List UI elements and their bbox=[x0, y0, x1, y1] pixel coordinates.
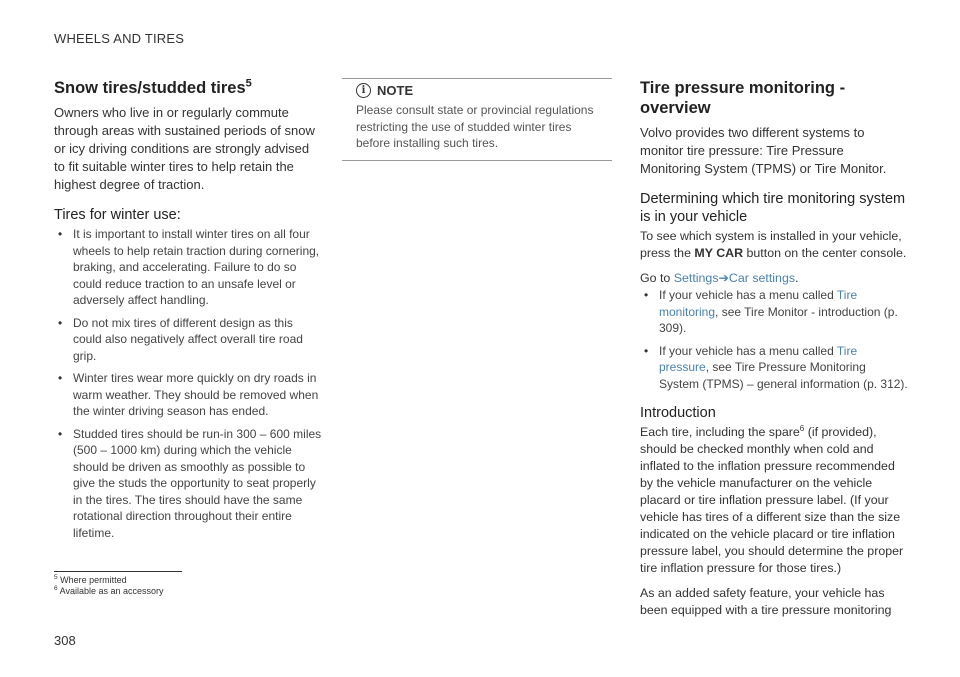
section-title-snow-tires: Snow tires/studded tires$^5$ bbox=[54, 77, 252, 97]
subhead-determining: Determining which tire monitoring system is in your vehicle bbox=[640, 191, 906, 225]
page-number: 308 bbox=[54, 633, 76, 648]
footnote-5: $^5$ Where permitted bbox=[54, 574, 127, 585]
note-label: NOTE bbox=[377, 83, 414, 98]
tpms-intro: Volvo provides two different systems to monitor tire pressure: Tire Pressure Monitoring System (TPMS) or Tire Monitor. bbox=[640, 125, 887, 176]
list-item: • If your vehicle has a menu called Tire monitoring, see Tire Monitor - introduction (p. 309). bbox=[640, 287, 908, 337]
subhead-introduction: Introduction bbox=[640, 405, 716, 421]
goto-path: Go to Settings➔Car settings. bbox=[640, 271, 799, 285]
arrow-right-icon: ➔ bbox=[718, 271, 729, 285]
safety-paragraph: As an added safety feature, your vehicle has been equipped with a tire pressure monitoring bbox=[640, 586, 892, 617]
menu-car-settings: Car settings bbox=[728, 271, 796, 285]
link-tire-monitor-intro[interactable]: , see Tire Monitor - introduction (p. 309). bbox=[659, 304, 898, 335]
column-tpms bbox=[640, 78, 908, 619]
link-tpms-info[interactable]: , see Tire Pressure Monitoring System (TPMS) – general information (p. 312). bbox=[659, 360, 908, 391]
menu-tire-pressure: Tire pressure bbox=[659, 343, 858, 374]
my-car-instruction: To see which system is installed in your vehicle, press the MY CAR button on the center console. bbox=[640, 229, 907, 260]
note-text: Please consult state or provincial regulations restricting the use of studded winter tires before installing such tires. bbox=[356, 103, 594, 150]
menu-check-list bbox=[640, 287, 908, 392]
intro-paragraph: Each tire, including the spare$^6$ (if provided), should be checked monthly when cold and inflated to the inflation pressure recommended by the vehicle manufacturer on the vehicle placard or tire inflation pressure label. (If your vehicle has tires of a different size than the size indicated on the vehicle placard or tire inflation pressure label, you should determine the proper tire inflation pressure for those tires.) bbox=[640, 423, 904, 575]
snow-tires-intro: Owners who live in or regularly commute through areas with sustained periods of snow or icy driving conditions are strongly advised to fit suitable winter tires to help retain the highest degree of traction. bbox=[54, 105, 315, 192]
list-item: • Do not mix tires of different design as this could also negatively affect overall tire road grip. bbox=[54, 315, 322, 365]
info-icon: i bbox=[356, 83, 371, 98]
list-item: • It is important to install winter tires on all four wheels to help retain traction during cornering, braking, and accelerating. Failure to do so could reduce traction to an unsafe level or adversely affect handling. bbox=[54, 226, 322, 309]
list-item: • If your vehicle has a menu called Tire pressure, see Tire Pressure Monitoring System (TPMS) – general information (p. 312). bbox=[640, 343, 908, 393]
note-box bbox=[342, 78, 612, 161]
footnote-ref-5[interactable]: 5 bbox=[245, 77, 252, 90]
note-header bbox=[356, 83, 598, 98]
subhead-winter-use: Tires for winter use: bbox=[54, 207, 181, 223]
menu-settings: Settings bbox=[673, 271, 719, 285]
section-title-tpms: Tire pressure monitoring - overview bbox=[640, 79, 846, 117]
winter-tips-list bbox=[54, 226, 322, 541]
running-header: WHEELS AND TIRES bbox=[54, 31, 185, 46]
column-note bbox=[342, 78, 612, 161]
footnote-6: $^6$ Available as an accessory bbox=[54, 585, 164, 596]
list-item: • Winter tires wear more quickly on dry roads in warm weather. They should be removed when the winter driving season has ended. bbox=[54, 370, 322, 420]
footnote-divider bbox=[54, 571, 182, 572]
menu-tire-monitoring: Tire monitoring bbox=[659, 288, 858, 319]
footnote-ref-6[interactable]: 6 bbox=[799, 423, 805, 433]
my-car-button-label: MY CAR bbox=[694, 246, 744, 260]
list-item: • Studded tires should be run-in 300 – 600 miles (500 – 1000 km) during which the vehicle should be driven as smoothly as possible to give the studs the opportunity to seat properly in the tires. The tires should have the same rotational direction throughout their entire lifetime. bbox=[54, 426, 322, 542]
column-snow-tires bbox=[54, 78, 322, 547]
